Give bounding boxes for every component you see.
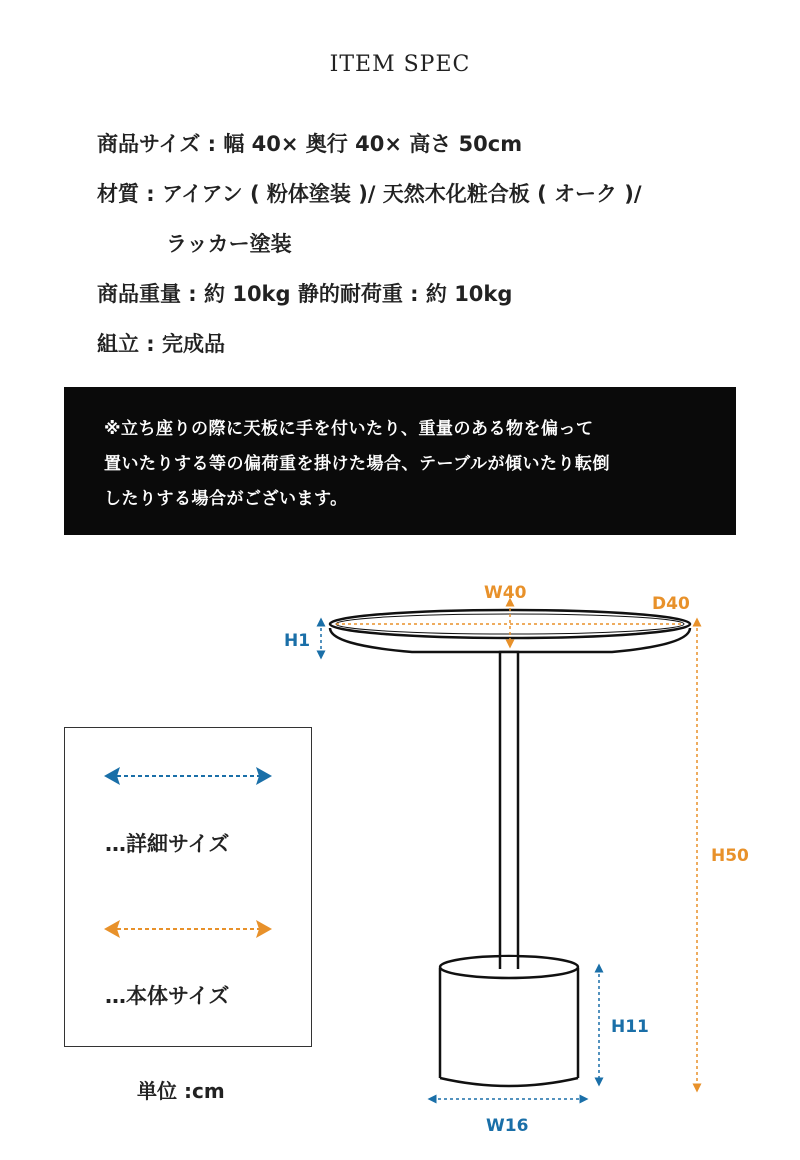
notice-line-3: したりする場合がございます。: [104, 489, 348, 509]
spec-size: 商品サイズ : 幅 40× 奥行 40× 高さ 50cm: [97, 132, 523, 156]
w16-label: W16: [486, 1116, 529, 1136]
unit-label: 単位 :cm: [137, 1079, 225, 1103]
page-title: ITEM SPEC: [329, 52, 471, 77]
notice-line-2: 置いたりする等の偏荷重を掛けた場合、テーブルが傾いたり転倒: [104, 454, 610, 474]
w40-label: W40: [484, 583, 527, 603]
notice-line-1: ※立ち座りの際に天板に手を付いたり、重量のある物を偏って: [104, 419, 594, 439]
spec-material-cont: ラッカー塗装: [166, 232, 292, 256]
d40-label: D40: [652, 594, 690, 614]
legend-body-label: …本体サイズ: [105, 984, 230, 1008]
h1-label: H1: [284, 631, 311, 651]
legend-detail-label: …詳細サイズ: [105, 832, 230, 856]
table-drawing: [330, 610, 690, 1086]
h50-label: H50: [711, 846, 749, 866]
spec-assembly: 組立 : 完成品: [97, 332, 226, 356]
legend-body-arrow: [104, 920, 272, 938]
legend-detail-arrow: [104, 767, 272, 785]
spec-weight: 商品重量 : 約 10kg 静的耐荷重 : 約 10kg: [97, 282, 513, 306]
h11-label: H11: [611, 1017, 649, 1037]
spec-material: 材質 : アイアン ( 粉体塗装 )/ 天然木化粧合板 ( オーク )/: [97, 182, 642, 206]
